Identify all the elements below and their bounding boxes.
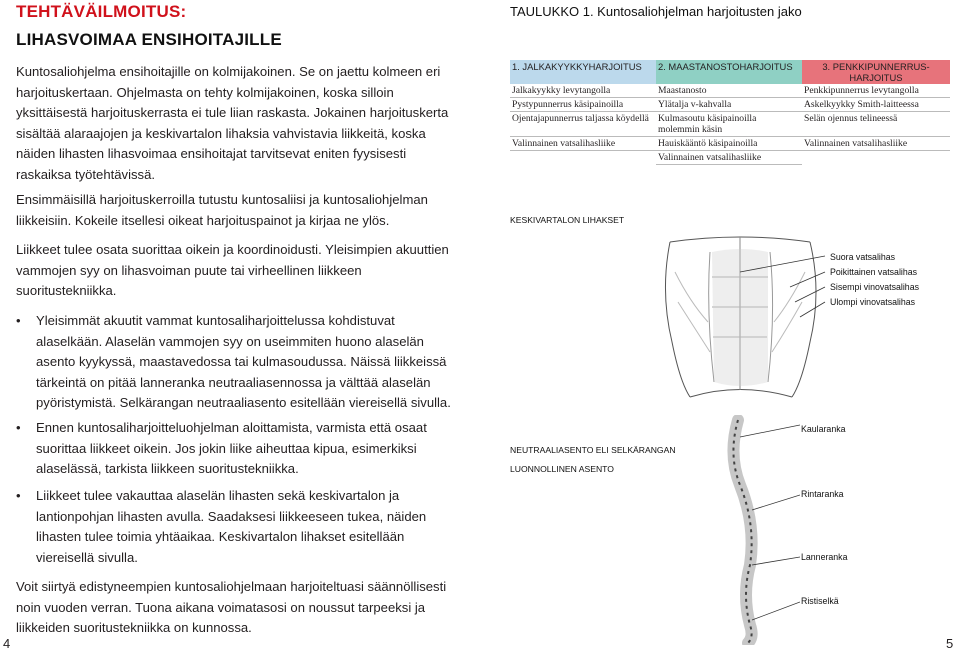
bullet-text: Liikkeet tulee vakauttaa alaselän lihasten sekä keskivartalon ja lantionpohjan lihasten avulla. Saadaksesi liikkeeseen tukea, näiden lihasten tulee toimia yhtäaikaa. Keskivartalon lihakset esitellään viereisellä sivulla. [36, 488, 427, 565]
table-cell: Selän ojennus telineessä [802, 112, 950, 137]
bullet-icon: • [16, 313, 21, 328]
heading-title: LIHASVOIMAA ENSIHOITAJILLE [16, 30, 282, 49]
table-cell: Jalkakyykky levytangolla [510, 84, 656, 98]
table-cell: Askelkyykky Smith-laitteessa [802, 98, 950, 112]
table-cell: Valinnainen vatsalihasliike [510, 137, 656, 151]
table-cell: Valinnainen vatsalihasliike [802, 137, 950, 151]
bullet-text: Ennen kuntosaliharjoitteluohjelman aloittamista, varmista että osaat suorittaa liikkeet oikein. Jos jokin liike aiheuttaa kipua, esimerkiksi alaselässä, tarkista liikkeen suoritustekniikka. [36, 420, 427, 476]
label-thoracic-spine: Rintaranka [801, 489, 844, 499]
table-cell: Ojentajapunnerrus taljassa köydellä [510, 112, 656, 137]
label-cervical-spine: Kaularanka [801, 424, 846, 434]
table-cell [802, 151, 950, 165]
table-header-bench-label: 3. PENKKIPUNNERRUS-HARJOITUS [822, 61, 930, 83]
label-transverse-abdominis: Poikittainen vatsalihas [830, 267, 918, 277]
label-rectus-abdominis: Suora vatsalihas [830, 252, 896, 262]
bullet-item-lower-back [16, 311, 456, 414]
figure-caption-neutral-2: LUONNOLLINEN ASENTO [510, 464, 614, 474]
table-cell: Maastanosto [656, 84, 802, 98]
paragraph-technique: Liikkeet tulee osata suorittaa oikein ja koordinoidusti. Yleisimpien akuuttien vammojen syy on lihasvoiman puute tai virheellinen liikkeen suoritustekniikka. [16, 242, 449, 298]
table-title: TAULUKKO 1. Kuntosaliohjelman harjoitusten jako [510, 4, 802, 19]
table-header-bench [802, 60, 950, 84]
table-row [510, 151, 950, 165]
table-row [510, 137, 950, 151]
paragraph-advanced: Voit siirtyä edistyneempien kuntosaliohjelmaan harjoiteltuasi säännöllisesti noin vuoden verran. Tuona aikana voimatasosi on noussut tarpeeksi ja liikkeiden suoritustekniikka on kunnossa. [16, 579, 447, 635]
figure-caption-core: KESKIVARTALON LIHAKSET [510, 215, 625, 225]
figure-caption-neutral-1: NEUTRAALIASENTO ELI SELKÄRANGAN [510, 445, 676, 455]
label-sacrum: Ristiselkä [801, 596, 839, 606]
table-row [510, 112, 950, 137]
page-number-left: 4 [3, 636, 11, 651]
bullet-item-check-technique [16, 418, 456, 480]
bullet-icon: • [16, 488, 21, 503]
table-cell [510, 151, 656, 165]
table-header-deadlift: 2. MAASTANOSTOHARJOITUS [656, 60, 802, 84]
label-internal-oblique: Sisempi vinovatsalihas [830, 282, 919, 292]
table-cell: Kulmasoutu käsipainoilla molemmin käsin [656, 112, 802, 137]
paragraph-first-sessions: Ensimmäisillä harjoituskerroilla tutustu kuntosaliisi ja kuntosaliohjelman liikkeisiin. Kokeile itsellesi oikeat harjoituspainot ja kirjaa ne ylös. [16, 192, 428, 228]
table-cell: Hauiskääntö käsipainoilla [656, 137, 802, 151]
table-row [510, 84, 950, 98]
spine-illustration [690, 415, 800, 645]
table-row [510, 98, 950, 112]
exercise-table [510, 60, 950, 165]
label-external-oblique: Ulompi vinovatsalihas [830, 297, 916, 307]
table-cell: Ylätalja v-kahvalla [656, 98, 802, 112]
bullet-icon: • [16, 420, 21, 435]
bullet-text: Yleisimmät akuutit vammat kuntosaliharjoittelussa kohdistuvat alaselkään. Alaselän vammojen syy on useimmiten huono alaselän asento kyykyssä, maastavedossa tai kulmasoudussa. Näissä liikkeissä tärkeintä on pitää lanneranka neutraaliasennossa ja välttää alaselän pyöristymistä. Selkärangan neutraaliasento esitellään viereisellä sivulla. [36, 313, 451, 410]
table-cell: Pystypunnerrus käsipainoilla [510, 98, 656, 112]
page-number-right: 5 [946, 636, 954, 651]
heading-task: TEHTÄVÄILMOITUS: [16, 2, 187, 21]
table-cell: Penkkipunnerrus levytangolla [802, 84, 950, 98]
bullet-item-stabilize [16, 486, 456, 568]
paragraph-intro: Kuntosaliohjelma ensihoitajille on kolmijakoinen. Se on jaettu kolmeen eri harjoituskertaan. Ohjelmasta on tehty kolmijakoinen, koska silloin yksittäisestä harjoituskerrasta ei tule liian raskasta. Jokainen harjoituskerta sisältää alaraajojen ja keskivartalon lihaksia vahvistavia liikkeitä, koska näiden lihasten lihasvoimaa ensihoitajat tarvitsevat eniten fyysisesti raskaiksa työtehtävissä. [16, 64, 449, 182]
label-lumbar-spine: Lanneranka [801, 552, 848, 562]
table-header-squat: 1. JALKAKYYKKYHARJOITUS [510, 60, 656, 84]
table-cell: Valinnainen vatsalihasliike [656, 151, 802, 165]
